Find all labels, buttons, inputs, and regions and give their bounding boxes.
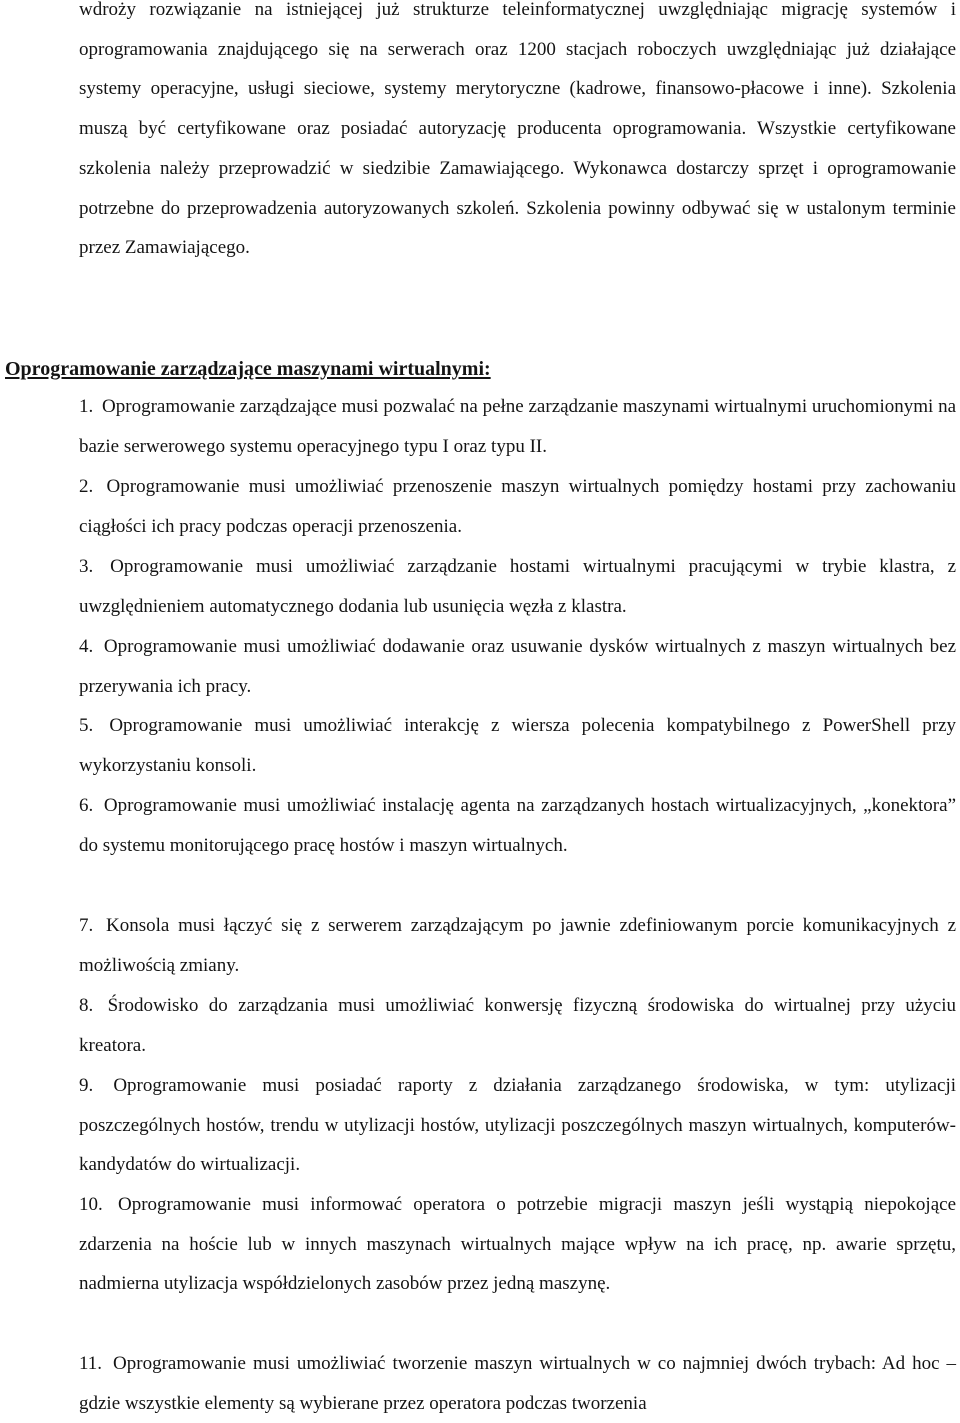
item-number: 7.: [79, 915, 94, 936]
item-text: Oprogramowanie musi umożliwiać interakcję z wiersza polecenia kompatybilnego z PowerShell przy wykorzystaniu konsoli.: [79, 715, 956, 776]
item-text: Oprogramowanie zarządzające musi pozwalać na pełne zarządzanie maszynami wirtualnymi uruchomionymi na bazie serwerowego systemu operacyjnego typu I oraz typu II.: [79, 396, 957, 457]
list-item-6: [79, 786, 956, 865]
item-number: 2.: [79, 476, 94, 497]
list-item-11: [79, 1344, 956, 1423]
item-text: Oprogramowanie musi umożliwiać przenoszenie maszyn wirtualnych pomiędzy hostami przy zachowaniu ciągłości ich pracy podczas operacji przenoszenia.: [79, 476, 957, 537]
list-item-10: [79, 1185, 956, 1304]
list-item-3: [79, 547, 956, 626]
intro-paragraph: wdroży rozwiązanie na istniejącej już strukturze teleinformatycznej uwzględniając migrację systemów i oprogramowania znajdującego się na serwerach oraz 1200 stacjach roboczych uwzględniając już działające systemy operacyjne, usługi sieciowe, systemy merytoryczne (kadrowe, finansowo-płacowe i inne). Szkolenia muszą być certyfikowane oraz posiadać autoryzację producenta oprogramowania. Wszystkie certyfikowane szkolenia należy przeprowadzić w siedzibie Zamawiającego. Wykonawca dostarczy sprzęt i oprogramowanie potrzebne do przeprowadzenia autoryzowanych szkoleń. Szkolenia powinny odbywać się w ustalonym terminie przez Zamawiającego.: [79, 0, 956, 259]
list-item-7: [79, 906, 956, 985]
list-item-1: [79, 387, 956, 466]
item-number: 11.: [79, 1353, 103, 1374]
item-text: Oprogramowanie musi informować operatora o potrzebie migracji maszyn jeśli wystąpią niepokojące zdarzenia na hoście lub w innych maszynach wirtualnych mające wpływ na ich pracę, np. awarie sprzętu, nadmierna utylizacja współdzielonych zasobów przez jedną maszynę.: [79, 1194, 957, 1295]
item-text: Środowisko do zarządzania musi umożliwiać konwersję fizyczną środowiska do wirtualnej przy użyciu kreatora.: [79, 995, 956, 1056]
item-text: Oprogramowanie musi umożliwiać dodawanie oraz usuwanie dysków wirtualnych z maszyn wirtualnych bez przerywania ich pracy.: [79, 636, 957, 697]
item-text: Oprogramowanie musi umożliwiać tworzenie maszyn wirtualnych w co najmniej dwóch trybach: Ad hoc – gdzie wszystkie elementy są wybierane przez operatora podczas tworzenia: [79, 1353, 956, 1414]
list-item-8: [79, 986, 956, 1065]
item-text: Oprogramowanie musi umożliwiać zarządzanie hostami wirtualnymi pracującymi w trybie klastra, z uwzględnieniem automatycznego dodania lub usunięcia węzła z klastra.: [79, 556, 956, 617]
list-item-4: [79, 627, 956, 706]
item-text: Konsola musi łączyć się z serwerem zarządzającym po jawnie zdefiniowanym porcie komunikacyjnych z możliwością zmiany.: [79, 915, 956, 976]
list-item-9: [79, 1066, 956, 1185]
section-heading: Oprogramowanie zarządzające maszynami wirtualnymi:: [5, 358, 491, 380]
list-item-5: [79, 706, 956, 785]
item-number: 3.: [79, 556, 94, 577]
item-number: 10.: [79, 1194, 103, 1215]
item-number: 9.: [79, 1075, 94, 1096]
item-number: 4.: [79, 636, 94, 657]
item-number: 6.: [79, 795, 94, 816]
item-text: Oprogramowanie musi umożliwiać instalację agenta na zarządzanych hostach wirtualizacyjnych, „konektora” do systemu monitorującego pracę hostów i maszyn wirtualnych.: [79, 795, 957, 856]
item-text: Oprogramowanie musi posiadać raporty z działania zarządzanego środowiska, w tym: utylizacji poszczególnych hostów, trendu w utylizacji hostów, utylizacji poszczególnych maszyn wirtualnych, komputerów-kandydatów do wirtualizacji.: [79, 1075, 957, 1176]
list-item-2: [79, 467, 956, 546]
item-number: 8.: [79, 995, 94, 1016]
item-number: 1.: [79, 396, 94, 417]
item-number: 5.: [79, 715, 94, 736]
